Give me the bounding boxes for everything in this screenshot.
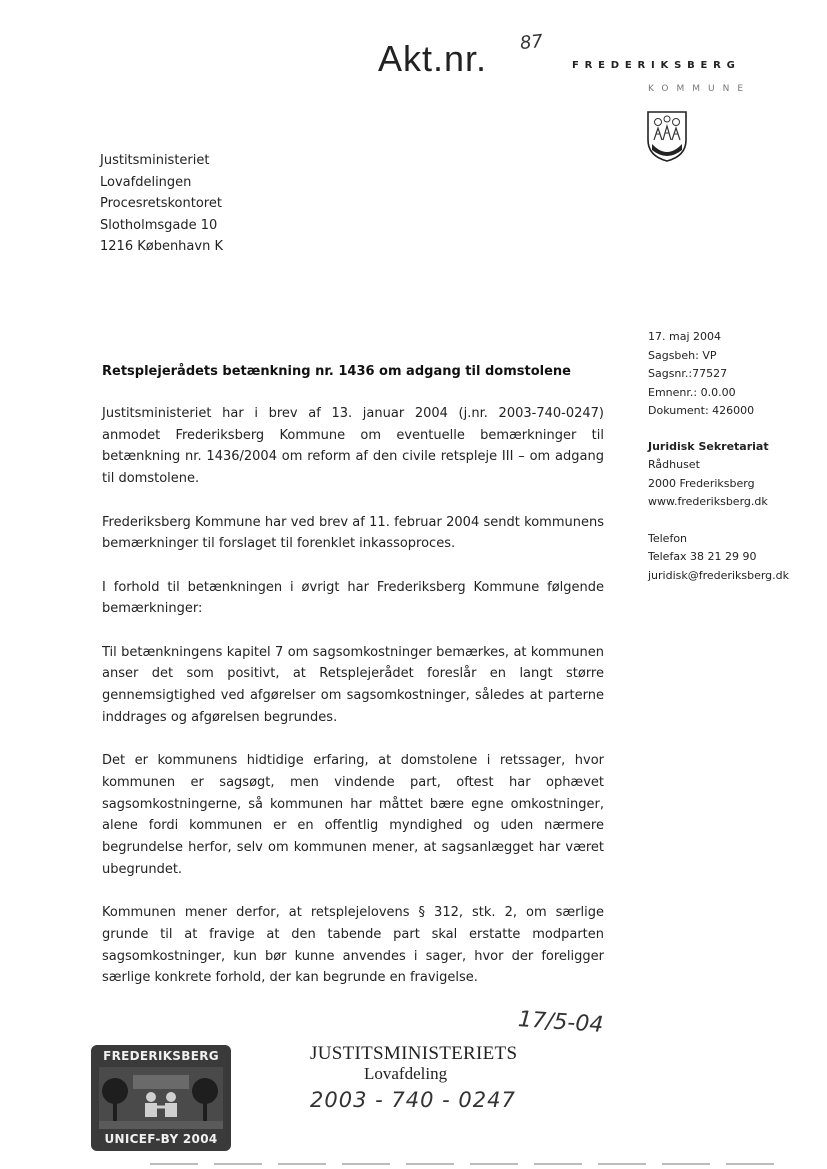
department-title: Juridisk Sekretariat xyxy=(648,439,769,453)
stamp-case-number: 2003 - 740 - 0247 xyxy=(310,1088,516,1112)
document-number: Dokument: 426000 xyxy=(648,404,755,417)
body-paragraph: Justitsministeriet har i brev af 13. januar 2004 (j.nr. 2003-740-0247) anmodet Frederiksberg Kommune om eventuelle bemærkninger til betænkning nr. 1436/2004 om reform af den civile retspleje III – om adgang til domstolene. xyxy=(102,406,604,487)
body-paragraph: Frederiksberg Kommune har ved brev af 11. februar 2004 sendt kommunens bemærkninger til forslaget til forenklet inkassoproces. xyxy=(102,514,604,552)
body-paragraph: Til betænkningens kapitel 7 om sagsomkostninger bemærkes, at kommunen anser det som positivt, at Retsplejerådet foreslår en langt større gennemsigtighed ved afgørelser om sagsomkostninger, således at parterne inddrages og afgørelsen begrundes. xyxy=(102,644,604,725)
akt-number: 87 xyxy=(518,30,544,55)
recipient-line: Justitsministeriet xyxy=(100,153,210,168)
body-paragraph: I forhold til betænkningen i øvrigt har Frederiksberg Kommune følgende bemærkninger: xyxy=(102,579,604,617)
logo-top-text: FREDERIKSBERG xyxy=(103,1049,219,1063)
handwritten-date: 17/5-04 xyxy=(517,1007,605,1038)
stamp-ministry: JUSTITSMINISTERIETS xyxy=(310,1043,518,1064)
recipient-line: Procesretskontoret xyxy=(100,196,222,211)
case-handler: Sagsbeh: VP xyxy=(648,348,717,362)
recipient-address xyxy=(100,150,223,258)
letter-metadata xyxy=(648,328,789,585)
akt-label: Akt.nr. xyxy=(378,38,488,79)
children-trees-icon xyxy=(99,1067,223,1129)
stamp-department: Lovafdeling xyxy=(364,1064,448,1083)
recipient-line: Slotholmsgade 10 xyxy=(100,217,218,233)
letter-subject: Retsplejerådets betænkning nr. 1436 om adgang til domstolene xyxy=(102,364,571,379)
address-line: Rådhuset xyxy=(648,458,700,471)
website-link[interactable]: www.frederiksberg.dk xyxy=(648,495,768,508)
address-line: 2000 Frederiksberg xyxy=(648,476,755,490)
municipality-name: FREDERIKSBERG xyxy=(572,60,741,71)
municipality-sub: KOMMUNE xyxy=(648,84,752,94)
recipient-line: 1216 København K xyxy=(100,239,223,254)
recipient-line: Lovafdelingen xyxy=(100,174,192,190)
case-number: Sagsnr.:77527 xyxy=(648,367,728,380)
letter-body xyxy=(102,403,604,1011)
body-paragraph: Kommunen mener derfor, at retsplejelovens § 312, stk. 2, om særlige grunde til at fravige at den tabende part skal erstatte modparten sagsomkostninger, kun bør kunne anvendes i sager, hvor der foreligger særlige konkrete forhold, der kan begrunde en fravigelse. xyxy=(102,905,604,986)
body-paragraph: Det er kommunens hidtidige erfaring, at domstolene i retssager, hvor kommunen er sagsøgt, men vindende part, oftest har ophævet sagsomkostningerne, så kommunen har måttet bære egne omkostninger, alene fordi kommunen er en offentlig myndighed og uden nærmere begrundelse herfor, selv om kommunen mener, at sagsanlægget har været ubegrundet. xyxy=(102,753,604,877)
frederiksberg-crest-icon xyxy=(646,110,688,162)
subject-number: Emnenr.: 0.0.00 xyxy=(648,385,736,399)
letter-date: 17. maj 2004 xyxy=(648,330,721,343)
email-link[interactable]: juridisk@frederiksberg.dk xyxy=(648,568,790,582)
telefax: Telefax 38 21 29 90 xyxy=(648,550,757,563)
receipt-stamp xyxy=(310,1043,517,1112)
unicef-city-logo xyxy=(91,1045,231,1151)
logo-bottom-text: UNICEF-BY 2004 xyxy=(104,1132,218,1146)
telephone: Telefon xyxy=(648,531,688,545)
page-bottom-rule xyxy=(150,1163,790,1165)
